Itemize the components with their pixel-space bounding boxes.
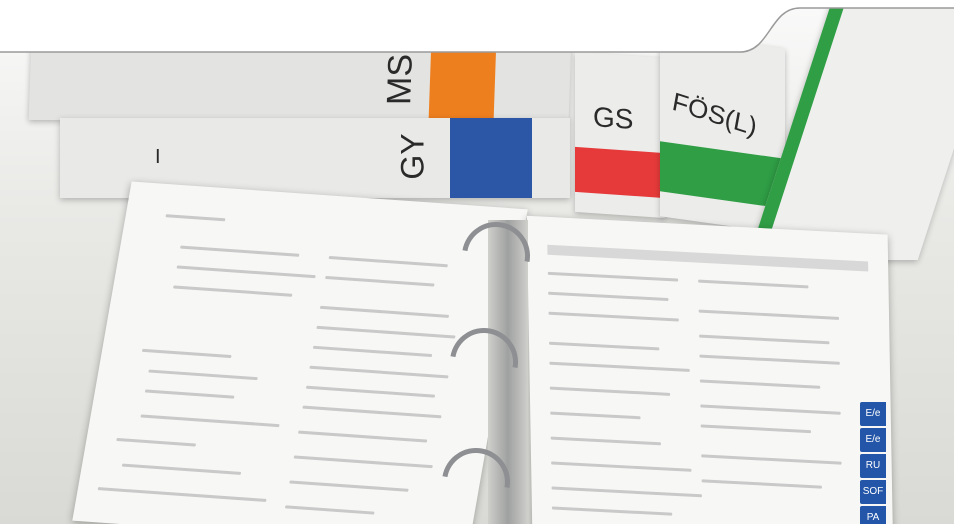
binder-ms-label: MS (380, 54, 420, 105)
binder-ms (29, 40, 572, 120)
divider-tab-2: E/e (860, 428, 886, 452)
divider-tab-3: RU (860, 454, 886, 478)
divider-tab-1: E/e (860, 402, 886, 426)
binder-gs-label: GS (593, 101, 634, 135)
divider-tab-5: PA (860, 506, 886, 524)
binder-gs-color-band (575, 147, 665, 198)
binder-gy-label: GY (394, 133, 431, 180)
binder-foes-color-band (660, 141, 785, 209)
divider-tab-4: SOF (860, 480, 886, 504)
binder-ms-color-stripe (429, 40, 497, 120)
binder-foes-label: FÖS(L) (670, 86, 760, 142)
binder-right-page (527, 216, 893, 524)
binder-gs (575, 52, 665, 218)
binder-gy-roman-mark: I (155, 146, 161, 168)
binder-gy-color-stripe (450, 118, 532, 198)
